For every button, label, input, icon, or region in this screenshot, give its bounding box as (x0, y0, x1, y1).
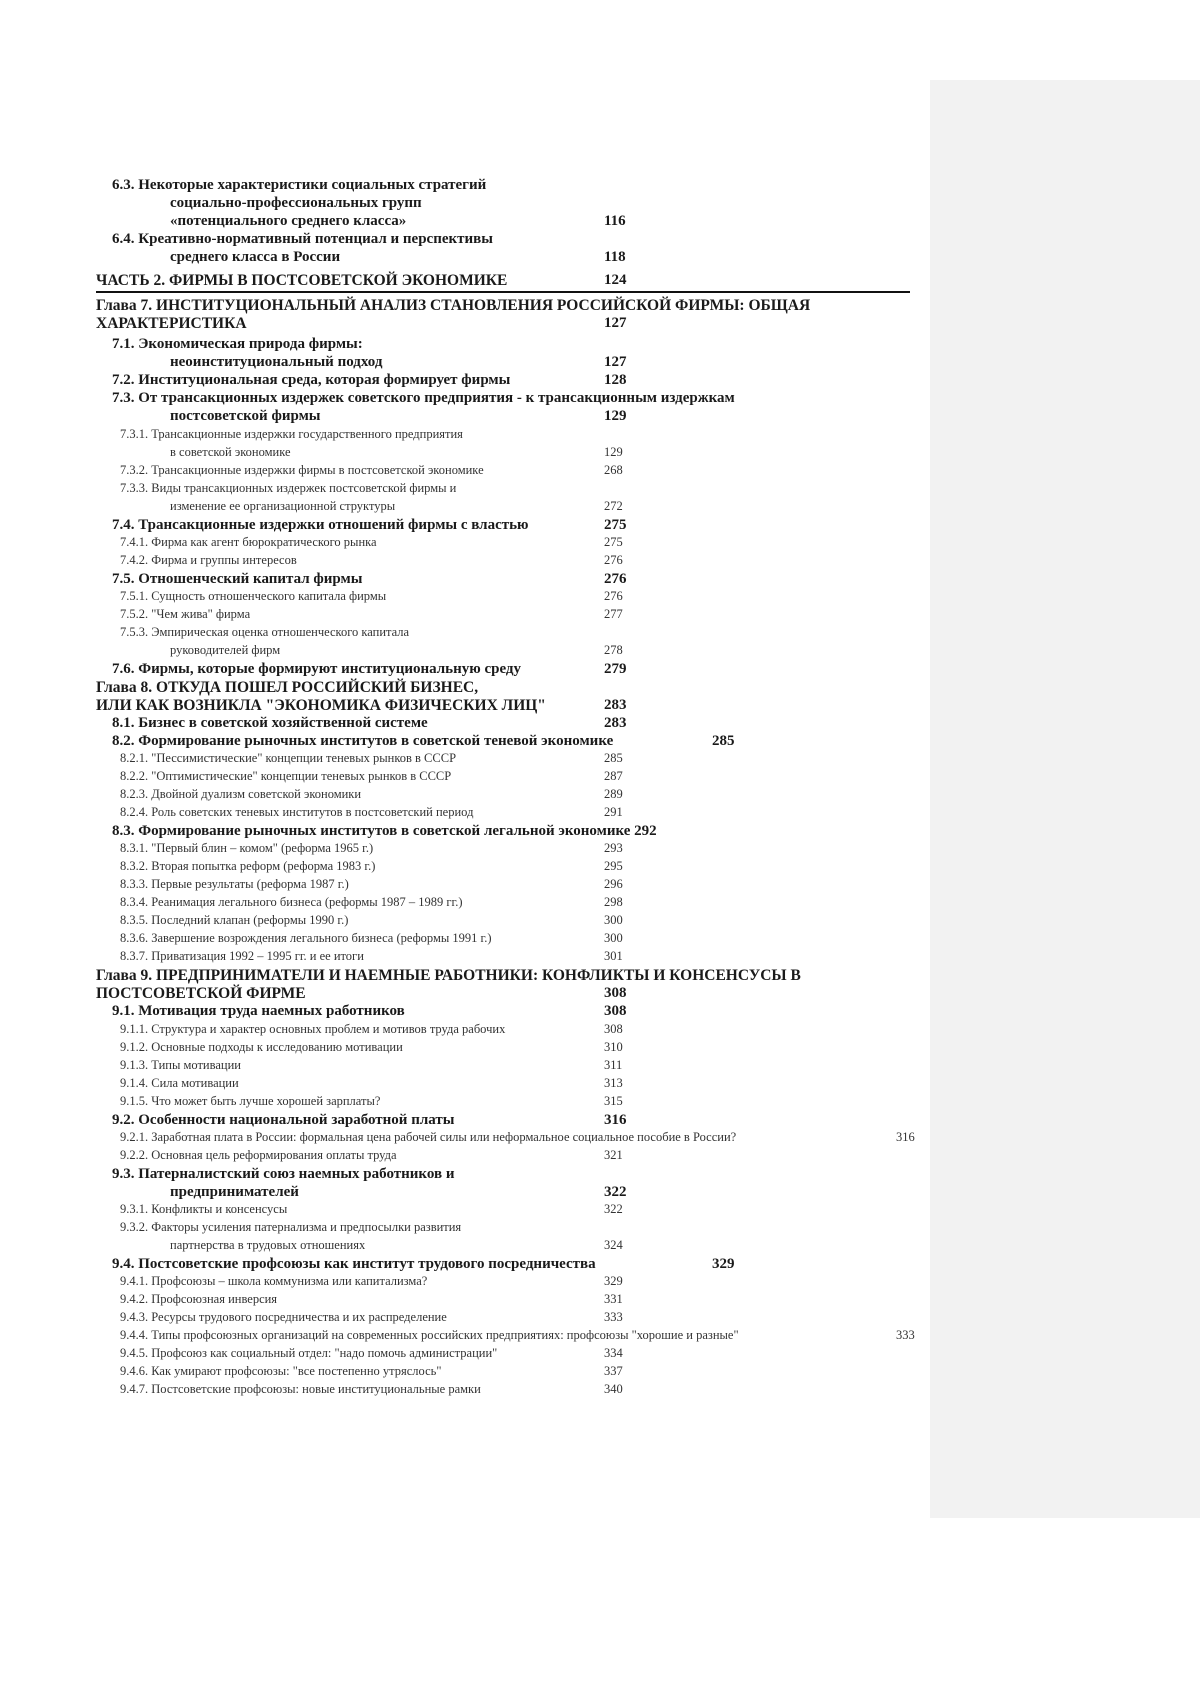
toc-entry: 7.4.1. Фирма как агент бюрократического рынка (120, 535, 377, 549)
toc-entry: 8.3.3. Первые результаты (реформа 1987 г.) (120, 877, 349, 891)
toc-entry: партнерства в трудовых отношениях (170, 1238, 366, 1252)
toc-page-number: 308 (604, 1003, 627, 1019)
toc-page-number: 116 (604, 213, 626, 229)
toc-entry: 7.6. Фирмы, которые формируют институциональную среду (112, 661, 522, 677)
toc-entry: ПОСТСОВЕТСКОЙ ФИРМЕ (96, 985, 306, 1002)
toc-entry: 7.3.1. Трансакционные издержки государственного предприятия (120, 427, 463, 441)
toc-page-number: 333 (896, 1328, 915, 1342)
toc-entry: 9.2.1. Заработная плата в России: формальная цена рабочей силы или неформальное социальное пособие в России? (120, 1130, 737, 1144)
toc-entry: 8.3.2. Вторая попытка реформ (реформа 1983 г.) (120, 859, 376, 873)
toc-entry: 9.4.7. Постсоветские профсоюзы: новые институциональные рамки (120, 1382, 481, 1396)
toc-page-number: 118 (604, 249, 626, 265)
toc-page-number: 289 (604, 787, 623, 801)
toc-page-number: 275 (604, 517, 627, 533)
toc-page-number: 127 (604, 354, 627, 370)
toc-entry: 7.5.3. Эмпирическая оценка отношенческого капитала (120, 625, 410, 639)
toc-page-number: 316 (604, 1112, 627, 1128)
toc-entry: Глава 9. ПРЕДПРИНИМАТЕЛИ И НАЕМНЫЕ РАБОТНИКИ: КОНФЛИКТЫ И КОНСЕНСУСЫ В (96, 967, 801, 984)
toc-page-number: 279 (604, 661, 627, 677)
toc-entry: изменение ее организационной структуры (170, 499, 396, 513)
toc-entry: 7.5.1. Сущность отношенческого капитала фирмы (120, 589, 387, 603)
toc-page-number: 277 (604, 607, 623, 621)
toc-page-number: 321 (604, 1148, 623, 1162)
toc-page-number: 268 (604, 463, 623, 477)
toc-page-number: 301 (604, 949, 623, 963)
toc-entry: 9.3.2. Факторы усиления патернализма и предпосылки развития (120, 1220, 462, 1234)
toc-entry: 9.4.4. Типы профсоюзных организаций на современных российских предприятиях: профсоюзы "хорошие и разные" (120, 1328, 739, 1342)
toc-entry: 6.3. Некоторые характеристики социальных стратегий (112, 177, 487, 193)
toc-entry: 9.4. Постсоветские профсоюзы как институт трудового посредничества (112, 1256, 596, 1272)
toc-entry: 8.3.6. Завершение возрождения легального бизнеса (реформы 1991 г.) (120, 931, 492, 945)
toc-page-number: 291 (604, 805, 623, 819)
toc-entry: среднего класса в России (170, 249, 341, 265)
toc-page-number: 329 (712, 1256, 735, 1272)
toc-entry: неоинституциональный подход (170, 354, 383, 370)
toc-entry: 7.4.2. Фирма и группы интересов (120, 553, 297, 567)
toc-entry: в советской экономике (170, 445, 291, 459)
toc-page-number: 308 (604, 985, 627, 1001)
toc-page-number: 272 (604, 499, 623, 513)
toc-entry: «потенциального среднего класса» (170, 213, 407, 229)
toc-page-number: 300 (604, 931, 623, 945)
toc-entry: 9.3.1. Конфликты и консенсусы (120, 1202, 288, 1216)
toc-entry: 8.3. Формирование рыночных институтов в советской легальной экономике 292 (112, 823, 657, 839)
toc-page-number: 316 (896, 1130, 915, 1144)
toc-entry: 8.3.5. Последний клапан (реформы 1990 г.) (120, 913, 349, 927)
toc-entry: ЧАСТЬ 2. ФИРМЫ В ПОСТСОВЕТСКОЙ ЭКОНОМИКЕ (96, 272, 508, 289)
toc-entry: предпринимателей (170, 1184, 299, 1200)
toc-entry: 6.4. Креативно-нормативный потенциал и перспективы (112, 231, 493, 247)
toc-page-number: 129 (604, 445, 623, 459)
toc-entry: 9.3. Патерналистский союз наемных работников и (112, 1166, 455, 1182)
toc-page-number: 298 (604, 895, 623, 909)
toc-entry: 8.3.7. Приватизация 1992 – 1995 гг. и ее итоги (120, 949, 364, 963)
toc-entry: руководителей фирм (170, 643, 281, 657)
toc-entry: 8.3.4. Реанимация легального бизнеса (реформы 1987 – 1989 гг.) (120, 895, 463, 909)
toc-page-number: 310 (604, 1040, 623, 1054)
toc-page-number: 334 (604, 1346, 623, 1360)
toc-entry: ИЛИ КАК ВОЗНИКЛА "ЭКОНОМИКА ФИЗИЧЕСКИХ ЛИЦ" (96, 697, 546, 714)
toc-page-number: 129 (604, 408, 627, 424)
toc-page-number: 329 (604, 1274, 623, 1288)
toc-page-number: 285 (604, 751, 623, 765)
toc-entry: 9.2. Особенности национальной заработной платы (112, 1112, 455, 1128)
toc-page-number: 275 (604, 535, 623, 549)
toc-entry: 7.3. От трансакционных издержек советского предприятия - к трансакционным издержкам (112, 390, 735, 406)
toc-entry: 9.2.2. Основная цель реформирования оплаты труда (120, 1148, 397, 1162)
toc-page-number: 276 (604, 589, 623, 603)
toc-page-number: 287 (604, 769, 623, 783)
toc-entry: 8.2.4. Роль советских теневых институтов в постсоветский период (120, 805, 474, 819)
toc-page-number: 285 (712, 733, 735, 749)
toc-page-number: 340 (604, 1382, 623, 1396)
toc-page-number: 293 (604, 841, 623, 855)
toc-entry: 9.1. Мотивация труда наемных работников (112, 1003, 405, 1019)
toc-entry: 8.2.2. "Оптимистические" концепции теневых рынков в СССР (120, 769, 452, 783)
toc-entry: 7.5. Отношенческий капитал фирмы (112, 571, 363, 587)
toc-page-number: 276 (604, 571, 627, 587)
toc-page-number: 276 (604, 553, 623, 567)
toc-entry: 7.4. Трансакционные издержки отношений фирмы с властью (112, 517, 529, 533)
toc-page-number: 313 (604, 1076, 623, 1090)
toc-entry: 7.1. Экономическая природа фирмы: (112, 336, 363, 352)
toc-page-number: 324 (604, 1238, 623, 1252)
comment-margin-panel (930, 80, 1200, 1518)
toc-entry: постсоветской фирмы (170, 408, 321, 424)
toc-page-number: 322 (604, 1184, 627, 1200)
toc-page-number: 315 (604, 1094, 623, 1108)
toc-entry: Глава 7. ИНСТИТУЦИОНАЛЬНЫЙ АНАЛИЗ СТАНОВЛЕНИЯ РОССИЙСКОЙ ФИРМЫ: ОБЩАЯ (96, 297, 811, 314)
toc-entry: 9.1.5. Что может быть лучше хорошей зарплаты? (120, 1094, 381, 1108)
toc-entry: 9.1.3. Типы мотивации (120, 1058, 241, 1072)
toc-entry: 8.1. Бизнес в советской хозяйственной системе (112, 715, 428, 731)
toc-page-number: 128 (604, 372, 627, 388)
toc-entry: 9.1.1. Структура и характер основных проблем и мотивов труда рабочих (120, 1022, 506, 1036)
toc-entry: социально-профессиональных групп (170, 195, 422, 211)
toc-page-number: 296 (604, 877, 623, 891)
toc-page-number: 124 (604, 272, 627, 288)
toc-page-number: 300 (604, 913, 623, 927)
toc-page-number: 283 (604, 697, 627, 713)
toc-page-number: 331 (604, 1292, 623, 1306)
toc-entry: 9.4.5. Профсоюз как социальный отдел: "надо помочь администрации" (120, 1346, 498, 1360)
toc-entry: 8.2.3. Двойной дуализм советской экономики (120, 787, 362, 801)
toc-page-number: 308 (604, 1022, 623, 1036)
toc-page-number: 311 (604, 1058, 623, 1072)
toc-entry: 8.2. Формирование рыночных институтов в советской теневой экономике (112, 733, 614, 749)
toc-entry: 9.4.6. Как умирают профсоюзы: "все постепенно утряслось" (120, 1364, 442, 1378)
toc-entry: 7.2. Институциональная среда, которая формирует фирмы (112, 372, 511, 388)
toc-page-number: 322 (604, 1202, 623, 1216)
toc-entry: 9.4.3. Ресурсы трудового посредничества и их распределение (120, 1310, 447, 1324)
toc-entry: 9.4.1. Профсоюзы – школа коммунизма или капитализма? (120, 1274, 428, 1288)
toc-page-number: 283 (604, 715, 627, 731)
toc-page-number: 333 (604, 1310, 623, 1324)
toc-page-number: 278 (604, 643, 623, 657)
toc-entry: 8.2.1. "Пессимистические" концепции теневых рынков в СССР (120, 751, 457, 765)
toc-entry: 9.1.4. Сила мотивации (120, 1076, 239, 1090)
toc-entry: 7.3.3. Виды трансакционных издержек постсоветской фирмы и (120, 481, 457, 495)
toc-entry: 7.3.2. Трансакционные издержки фирмы в постсоветской экономике (120, 463, 484, 477)
toc-page-number: 337 (604, 1364, 623, 1378)
toc-entry: ХАРАКТЕРИСТИКА (96, 315, 247, 332)
toc-page-number: 127 (604, 315, 627, 331)
toc-page-number: 295 (604, 859, 623, 873)
toc-entry: 7.5.2. "Чем жива" фирма (120, 607, 251, 621)
toc-entry: Глава 8. ОТКУДА ПОШЕЛ РОССИЙСКИЙ БИЗНЕС, (96, 679, 479, 696)
toc-entry: 9.4.2. Профсоюзная инверсия (120, 1292, 278, 1306)
toc-entry: 9.1.2. Основные подходы к исследованию мотивации (120, 1040, 403, 1054)
toc-entry: 8.3.1. "Первый блин – комом" (реформа 1965 г.) (120, 841, 374, 855)
